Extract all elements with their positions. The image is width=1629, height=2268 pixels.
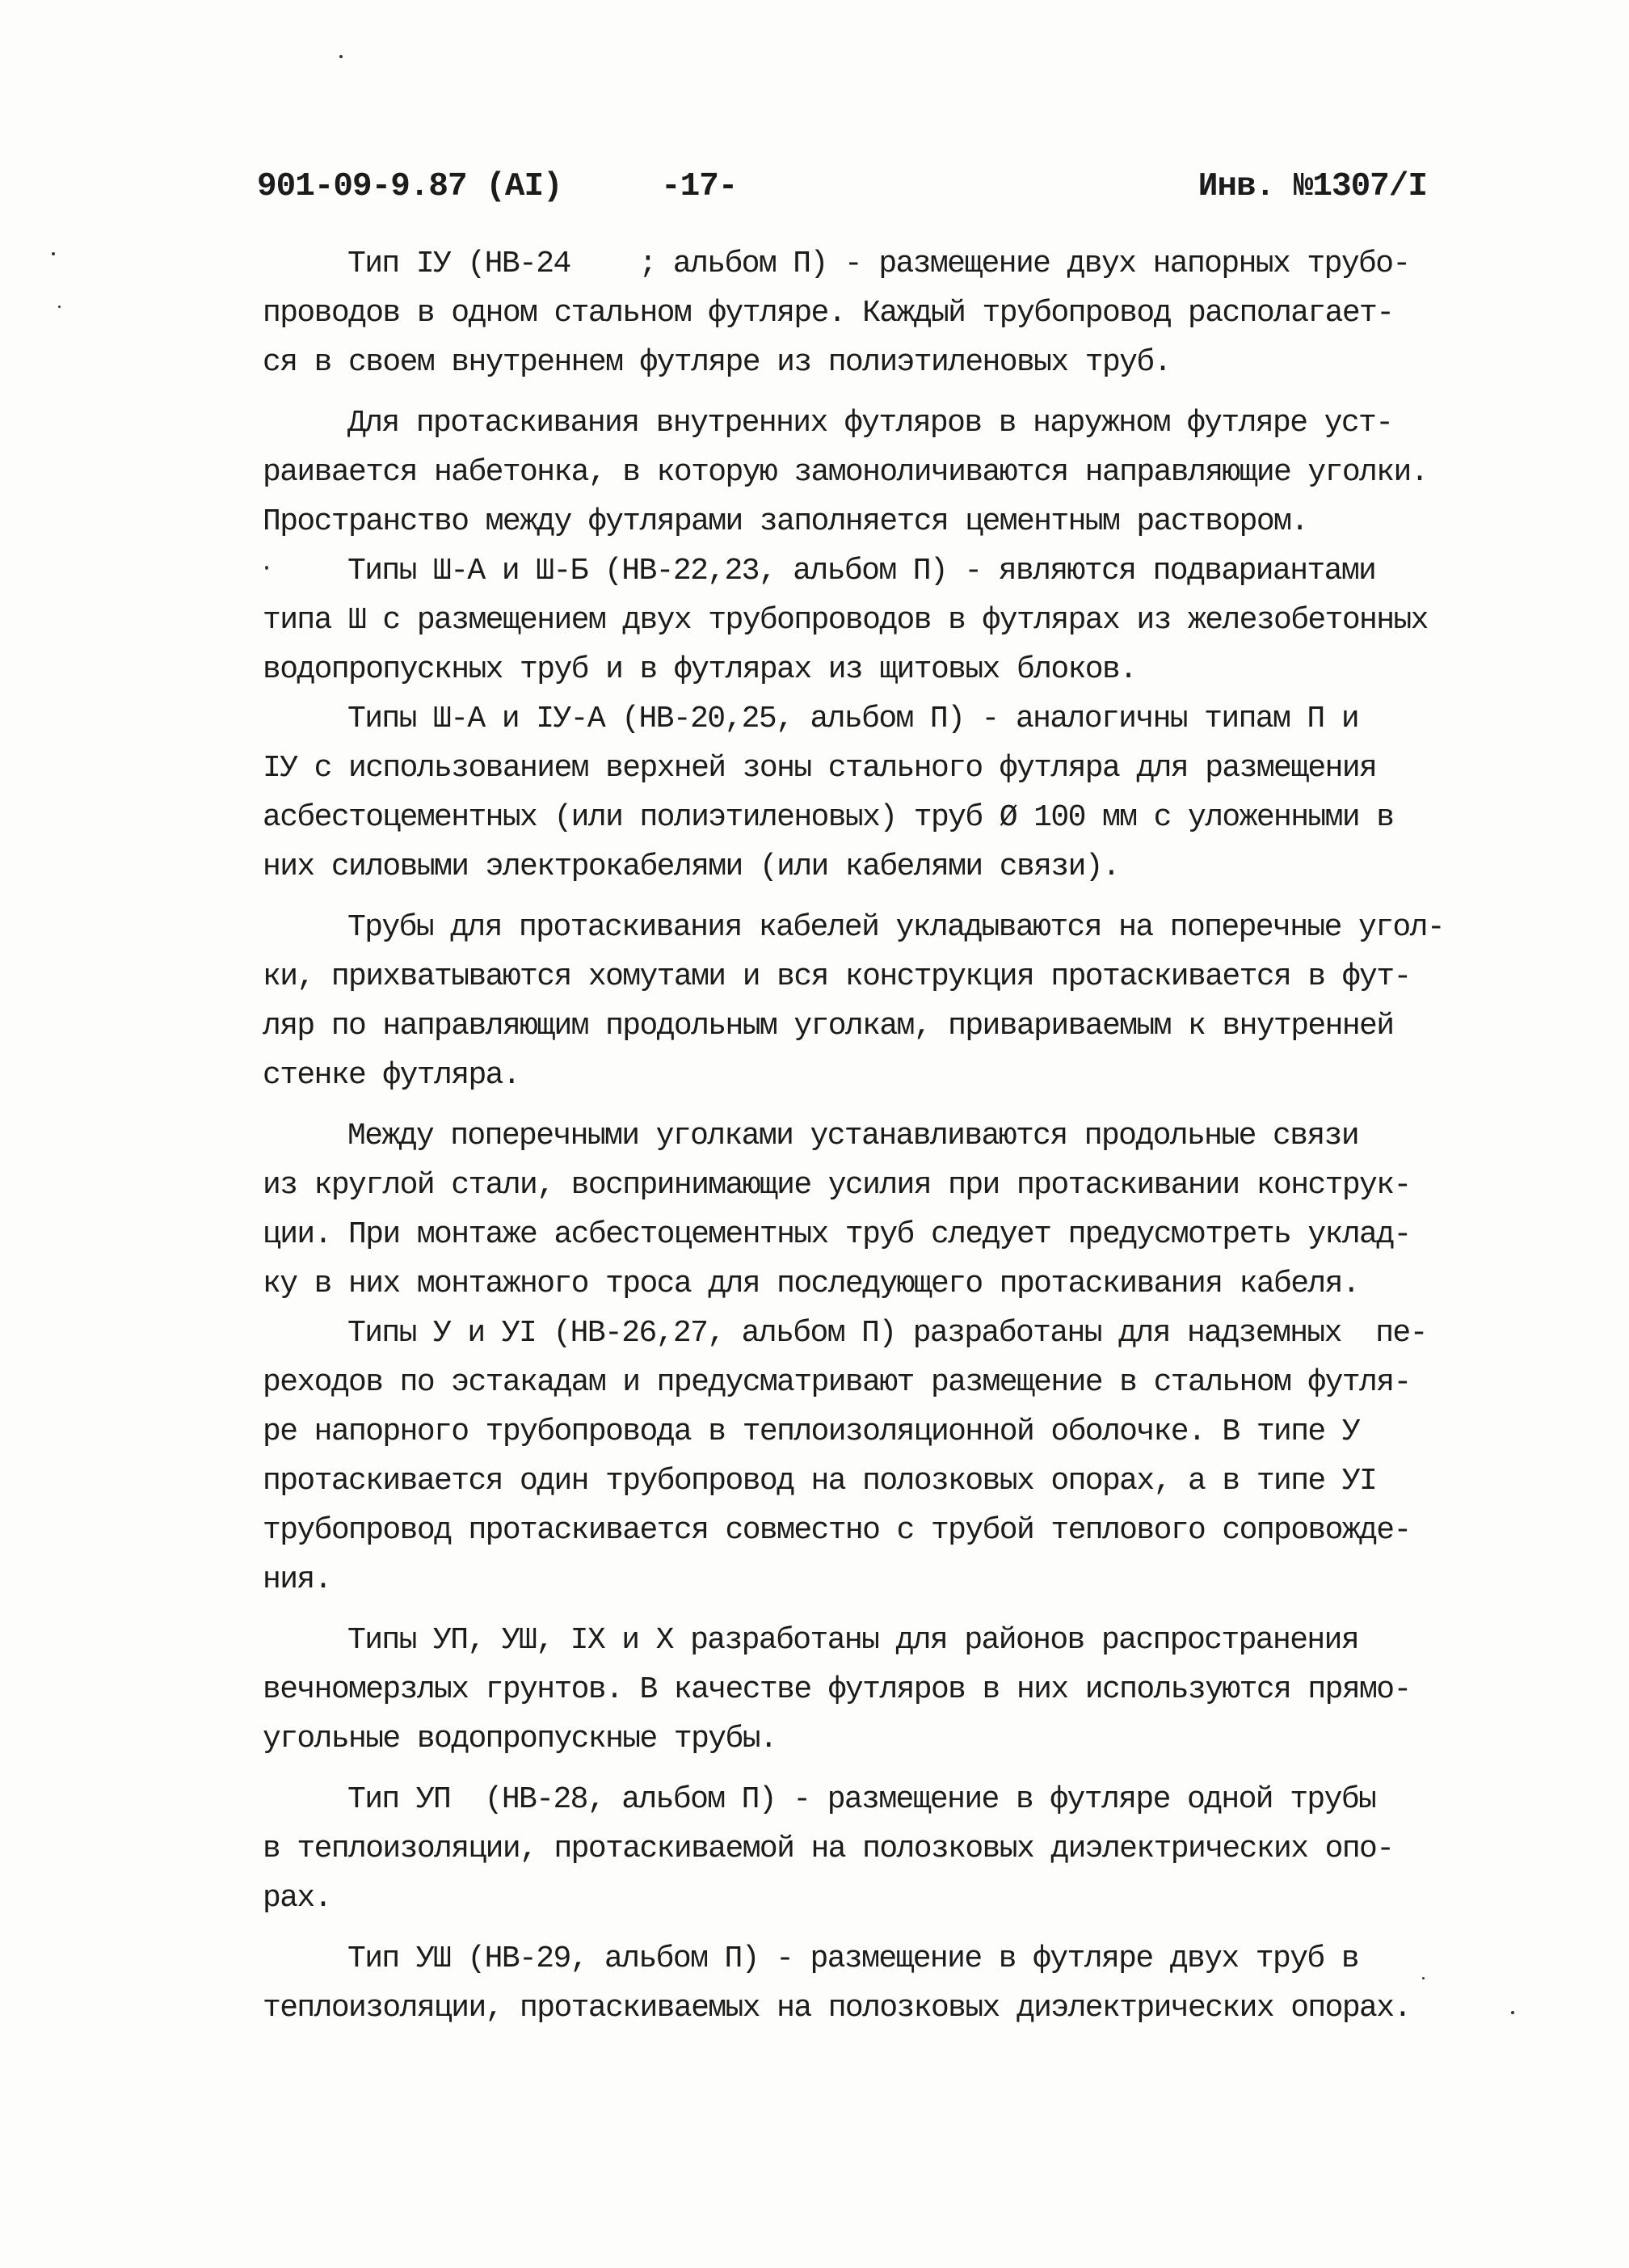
document-body xyxy=(263,239,1450,2033)
scan-speck xyxy=(58,306,61,308)
text-line: Трубы для протаскивания кабелей укладываются на поперечные угол- xyxy=(347,910,1445,945)
inventory-number: Инв. №1307/I xyxy=(1198,168,1427,205)
paragraph xyxy=(263,398,1450,546)
text-line: Тип УШ (НВ-29, альбом П) - размещение в футляре двух труб в xyxy=(347,1941,1359,1976)
text-line: вечномерзлых грунтов. В качестве футляров в них используются прямо- xyxy=(263,1672,1411,1707)
paragraph xyxy=(263,1111,1450,1309)
page-number: -17- xyxy=(661,168,738,205)
text-line: трубопровод протаскивается совместно с трубой теплового сопровожде- xyxy=(263,1513,1411,1548)
text-line: ции. При монтаже асбестоцементных труб следует предусмотреть уклад- xyxy=(263,1217,1411,1252)
text-line: Для протаскивания внутренних футляров в наружном футляре уст- xyxy=(347,406,1393,441)
text-line: ре напорного трубопровода в теплоизоляционной оболочке. В типе У xyxy=(263,1414,1360,1449)
scan-speck xyxy=(1511,2011,1514,2014)
text-line: Типы Ш-А и IУ-А (НВ-20,25, альбом П) - аналогичны типам П и xyxy=(347,702,1359,736)
text-line: в теплоизоляции, протаскиваемой на полозковых диэлектрических опо- xyxy=(263,1832,1394,1866)
text-line: теплоизоляции, протаскиваемых на полозковых диэлектрических опорах. xyxy=(263,1991,1411,2026)
text-line: ния. xyxy=(263,1562,331,1597)
text-line: типа Ш с размещением двух трубопроводов в футлярах из железобетонных xyxy=(263,603,1428,638)
paragraph xyxy=(263,239,1450,387)
page-header xyxy=(257,168,1427,213)
text-line: стенке футляра. xyxy=(263,1058,520,1093)
scan-speck xyxy=(1422,1977,1425,1979)
text-line: Между поперечными уголками устанавливаются продольные связи xyxy=(347,1119,1359,1153)
text-line: ляр по направляющим продольным уголкам, привариваемым к внутренней xyxy=(263,1009,1394,1043)
text-line: реходов по эстакадам и предусматривают размещение в стальном футля- xyxy=(263,1365,1411,1400)
text-line: Типы УП, УШ, IX и X разработаны для районов распространения xyxy=(347,1623,1359,1658)
text-line: ся в своем внутреннем футляре из полиэтиленовых труб. xyxy=(263,345,1171,380)
paragraph xyxy=(263,1934,1450,2033)
text-line: них силовыми электрокабелями (или кабелями связи). xyxy=(263,849,1120,884)
paragraph xyxy=(263,1309,1450,1604)
text-line: IУ с использованием верхней зоны стального футляра для размещения xyxy=(263,751,1377,786)
text-line: водопропускных труб и в футлярах из щитовых блоков. xyxy=(263,652,1137,687)
text-line: Типы У и УI (НВ-26,27, альбом П) разработаны для надземных пе- xyxy=(347,1316,1427,1351)
scan-speck xyxy=(265,566,268,570)
paragraph xyxy=(263,903,1450,1100)
paragraph xyxy=(263,1616,1450,1764)
document-code: 901-09-9.87 (AI) xyxy=(257,168,562,205)
text-line: ки, прихватываются хомутами и вся конструкция протаскивается в фут- xyxy=(263,959,1411,994)
scan-speck xyxy=(52,252,55,255)
text-line: угольные водопропускные трубы. xyxy=(263,1722,777,1756)
text-line: Пространство между футлярами заполняется цементным раствором. xyxy=(263,504,1308,539)
scan-speck xyxy=(339,55,343,58)
text-line: протаскивается один трубопровод на полозковых опорах, а в типе УI xyxy=(263,1464,1377,1499)
paragraph xyxy=(263,546,1450,694)
text-line: ку в них монтажного троса для последующего протаскивания кабеля. xyxy=(263,1267,1360,1301)
text-line: рах. xyxy=(263,1881,331,1916)
text-line: Типы Ш-А и Ш-Б (НВ-22,23, альбом П) - являются подвариантами xyxy=(347,554,1376,588)
paragraph xyxy=(263,1775,1450,1923)
text-line: Тип IУ (НВ-24 ; альбом П) - размещение двух напорных трубо- xyxy=(347,247,1410,281)
text-line: раивается набетонка, в которую замоноличиваются направляющие уголки. xyxy=(263,455,1428,490)
paragraph xyxy=(263,694,1450,892)
text-line: из круглой стали, воспринимающие усилия при протаскивании конструк- xyxy=(263,1168,1411,1203)
text-line: Тип УП (НВ-28, альбом П) - размещение в футляре одной трубы xyxy=(347,1782,1376,1817)
text-line: асбестоцементных (или полиэтиленовых) труб Ø 100 мм с уложенными в xyxy=(263,800,1394,835)
text-line: проводов в одном стальном футляре. Каждый трубопровод располагает- xyxy=(263,296,1394,331)
